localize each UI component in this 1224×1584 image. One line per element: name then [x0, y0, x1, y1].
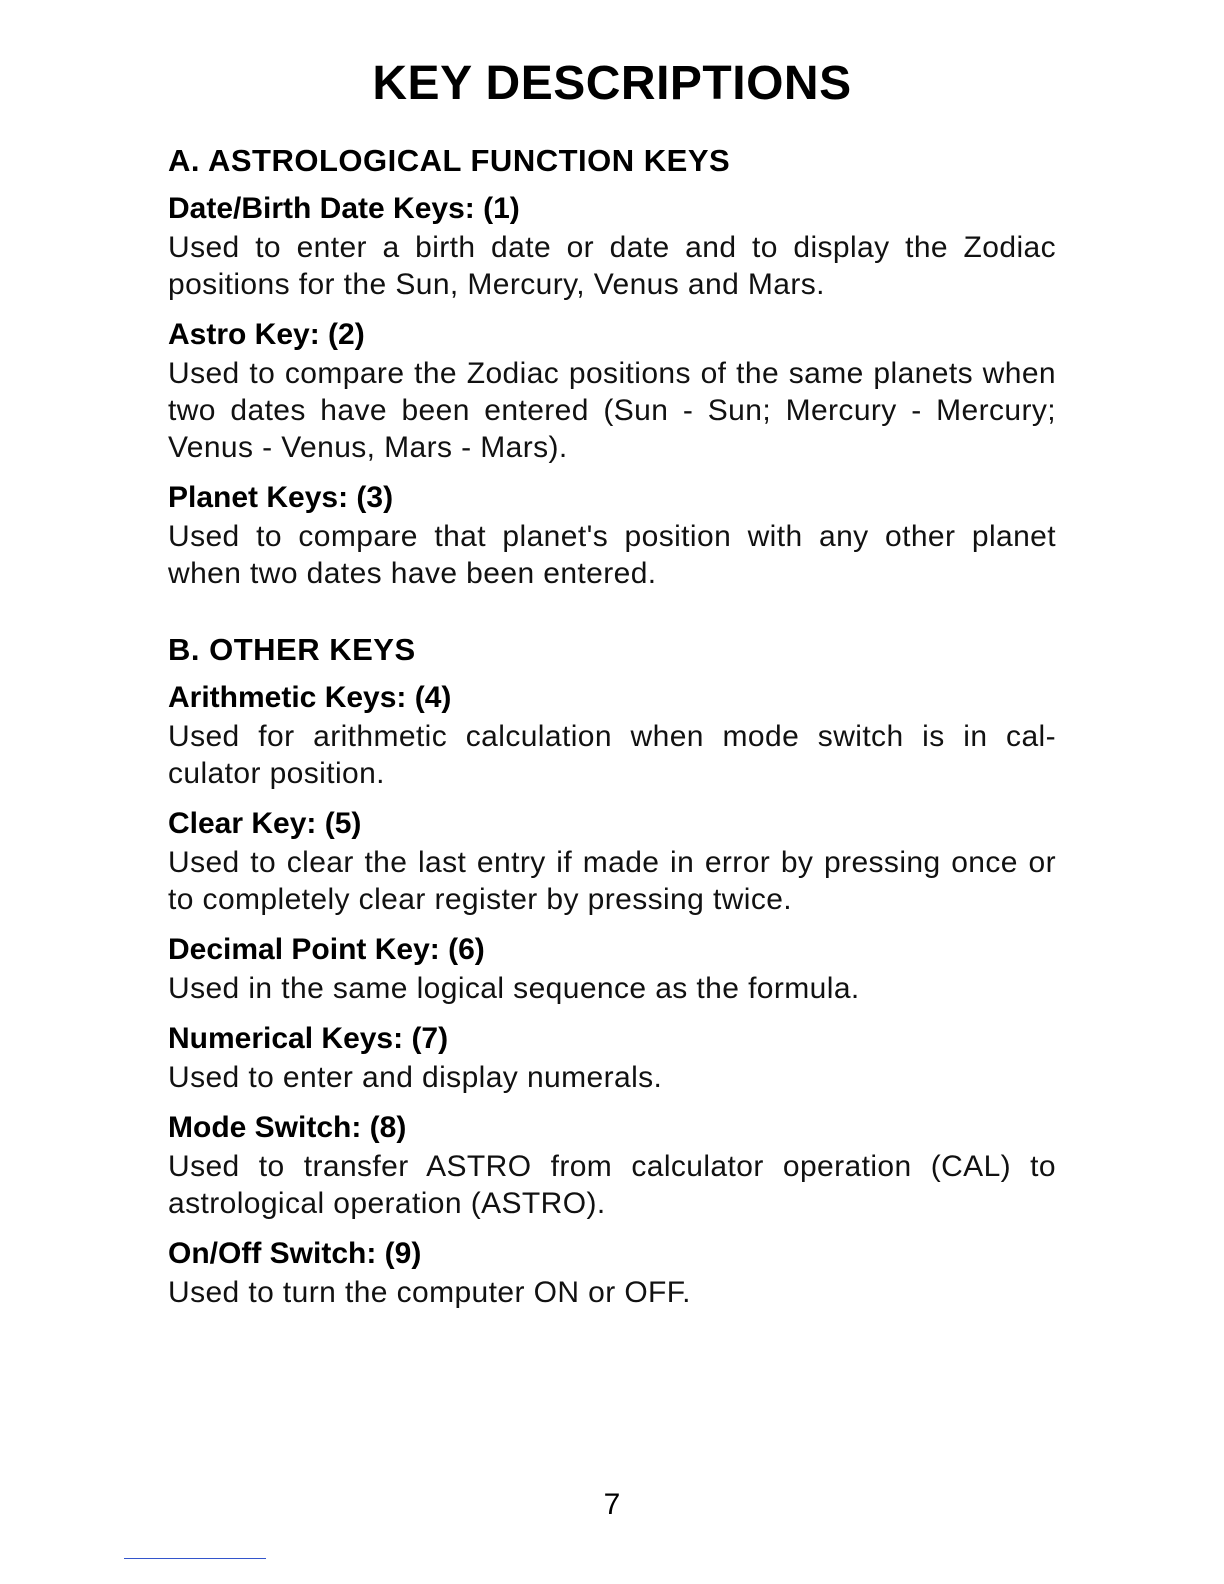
key-item-clear-key: [168, 806, 1056, 918]
key-item-decimal-point-key: [168, 932, 1056, 1007]
key-description: Used for arithmetic calculation when mode switch is in cal-culator position.: [168, 720, 1056, 790]
key-title: Clear Key: (5): [168, 807, 362, 840]
key-description: Used to enter a birth date or date and to display the Zodiac positions for the Sun, Mercury, Venus and Mars.: [168, 231, 1056, 301]
key-description: Used to turn the computer ON or OFF.: [168, 1276, 691, 1309]
key-item-mode-switch: [168, 1110, 1056, 1222]
key-title: Planet Keys: (3): [168, 481, 394, 514]
document-body: [168, 143, 1056, 1325]
key-description: Used to clear the last entry if made in error by pressing once or to completely clear register by pressing twice.: [168, 846, 1056, 916]
section-heading: B. OTHER KEYS: [168, 632, 416, 667]
key-title: Astro Key: (2): [168, 318, 365, 351]
key-item-arithmetic-keys: [168, 680, 1056, 792]
key-description: Used in the same logical sequence as the formula.: [168, 972, 860, 1005]
key-title: Mode Switch: (8): [168, 1111, 407, 1144]
section-other-keys: [168, 632, 1056, 1311]
section-astrological-function-keys: [168, 143, 1056, 592]
footer-rule: [124, 1558, 266, 1559]
key-item-date-birth-date-keys: [168, 191, 1056, 303]
key-title: Numerical Keys: (7): [168, 1022, 449, 1055]
key-description: Used to enter and display numerals.: [168, 1061, 663, 1094]
key-title: Arithmetic Keys: (4): [168, 681, 452, 714]
page-title: KEY DESCRIPTIONS: [372, 57, 852, 110]
key-item-on-off-switch: [168, 1236, 1056, 1311]
key-title: Date/Birth Date Keys: (1): [168, 192, 520, 225]
key-description: Used to compare the Zodiac positions of the same planets when two dates have been entered (Sun - Sun; Mercury - Mercury; Venus - Venus, Mars - Mars).: [168, 357, 1056, 464]
key-item-planet-keys: [168, 480, 1056, 592]
section-heading: A. ASTROLOGICAL FUNCTION KEYS: [168, 143, 731, 178]
key-item-numerical-keys: [168, 1021, 1056, 1096]
key-description: Used to transfer ASTRO from calculator operation (CAL) to astrological operation (ASTRO).: [168, 1150, 1056, 1220]
page-number: 7: [603, 1488, 621, 1521]
key-item-astro-key: [168, 317, 1056, 466]
key-title: Decimal Point Key: (6): [168, 933, 485, 966]
key-title: On/Off Switch: (9): [168, 1237, 422, 1270]
key-description: Used to compare that planet's position with any other planet when two dates have been entered.: [168, 520, 1056, 590]
